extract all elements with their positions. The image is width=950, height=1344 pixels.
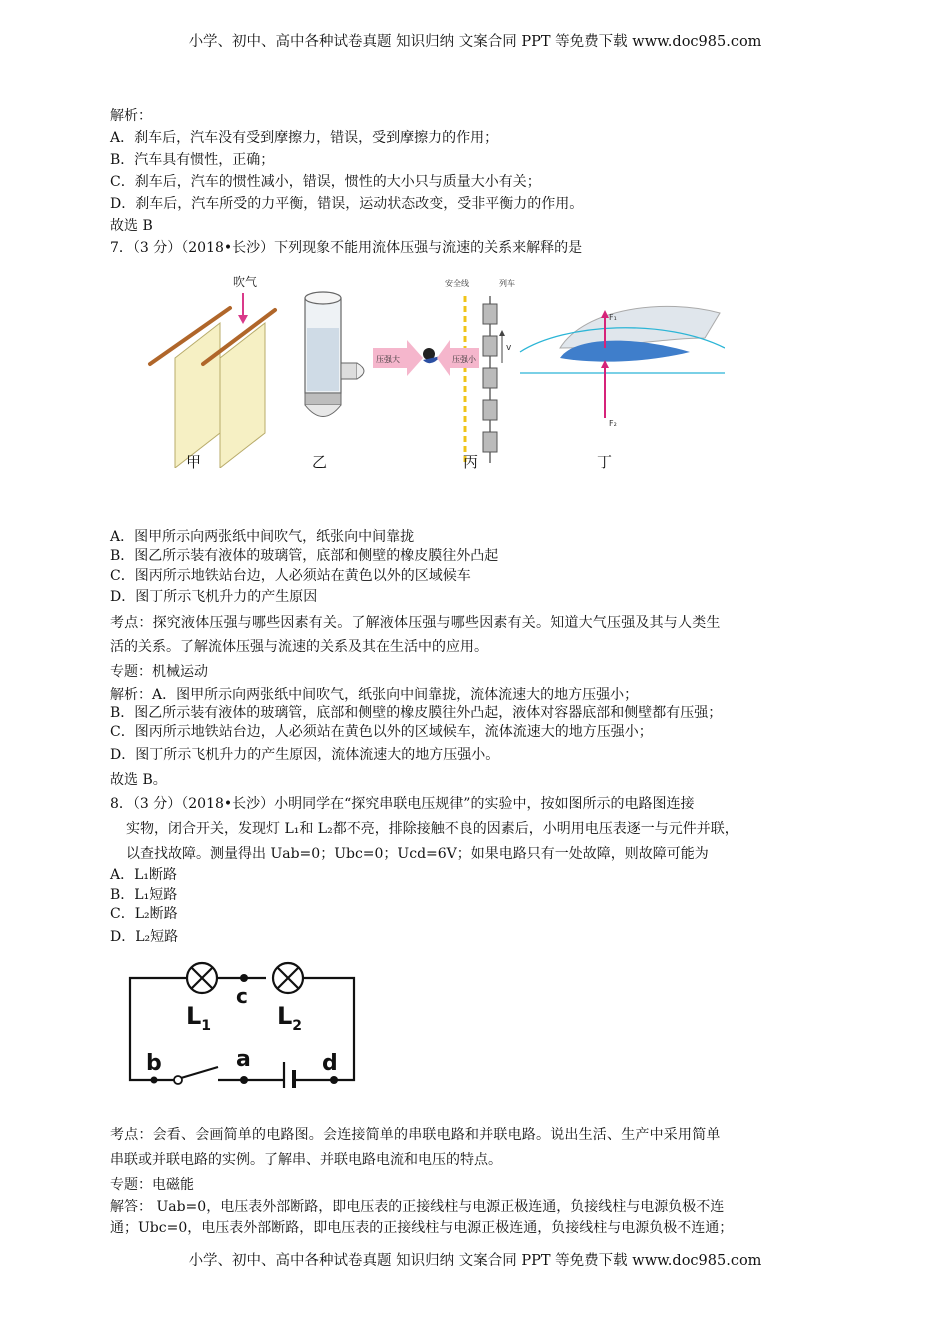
page-header: 小学、初中、高中各种试卷真题 知识归纳 文案合同 PPT 等免费下载 www.doc985.com (188, 34, 762, 50)
figure-ding-airfoil (520, 306, 725, 428)
q8-zhuanti: 专题：电磁能 (110, 1177, 194, 1193)
lamp-l2 (273, 963, 303, 993)
q6-analysis-a: A．刹车后，汽车没有受到摩擦力，错误，受到摩擦力的作用； (110, 130, 499, 146)
safety-line-label: 安全线 (445, 279, 469, 288)
q7-stem: 7．（3 分）（2018•长沙）下列现象不能用流体压强与流速的关系来解释的是 (110, 240, 583, 256)
q7-jiexi-b: B．图乙所示装有液体的玻璃管，底部和侧壁的橡皮膜往外凸起，液体对容器底部和侧壁都有压强； (110, 705, 723, 721)
train-label: 列车 (499, 279, 515, 288)
q8-stem-2: 实物，闭合开关，发现灯 L₁和 L₂都不亮，排除接触不良的因素后，小明用电压表逐一与元件并联， (126, 821, 739, 837)
blow-label: 吹气 (233, 275, 258, 289)
low-pressure-label: 压强小 (452, 355, 476, 364)
q7-zhuanti: 专题：机械运动 (110, 664, 208, 680)
page-footer: 小学、初中、高中各种试卷真题 知识归纳 文案合同 PPT 等免费下载 www.doc985.com (188, 1253, 762, 1269)
velocity-label: v (506, 343, 512, 353)
figure-yi-tube (305, 292, 364, 417)
force-f2-label: F₂ (609, 419, 617, 428)
figure-label-yi: 乙 (312, 453, 328, 471)
node-c-dot (240, 974, 248, 982)
q8-kaodian-1: 考点：会看、会画简单的电路图。会连接简单的串联电路和并联电路。说出生活、生产中采用简单 (110, 1127, 721, 1143)
lamp-l2-label: $L_2$ (277, 1002, 303, 1034)
node-c-label: c (236, 984, 248, 1008)
q7-option-b: B．图乙所示装有液体的玻璃管，底部和侧壁的橡皮膜往外凸起 (110, 548, 499, 564)
q8-stem-3: 以查找故障。测量得出 Uab=0；Ubc=0；Ucd=6V；如果电路只有一处故障，则故障可能为 (126, 846, 709, 862)
q8-jieda-1: 解答： Uab=0，电压表外部断路，即电压表的正接线柱与电源正极连通，负接线柱与电源负极不连 (110, 1199, 725, 1215)
node-d-dot (330, 1076, 338, 1084)
q7-option-d: D．图丁所示飞机升力的产生原因 (110, 589, 318, 605)
q7-jiexi-a: 解析：A．图甲所示向两张纸中间吹气，纸张向中间靠拢，流体流速大的地方压强小； (110, 687, 639, 703)
figure-label-ding: 丁 (597, 453, 613, 471)
q8-kaodian-2: 串联或并联电路的实例。了解串、并联电路电流和电压的特点。 (110, 1152, 502, 1168)
figure-label-bing: 丙 (463, 453, 479, 471)
node-a-label: a (236, 1047, 251, 1072)
q8-jieda-2: 通；Ubc=0，电压表外部断路，即电压表的正接线柱与电源正极连通，负接线柱与电源负极不连通； (110, 1220, 734, 1236)
q8-option-c: C．L₂断路 (110, 906, 178, 922)
figure-bing-platform (373, 278, 515, 463)
lamp-l1 (187, 963, 217, 993)
figure-jia-paper (150, 274, 275, 468)
q6-analysis-d: D．刹车后，汽车所受的力平衡，错误，运动状态改变，受非平衡力的作用。 (110, 196, 584, 212)
q8-circuit-diagram (122, 958, 362, 1088)
q7-answer: 故选 B。 (110, 772, 167, 788)
node-b-label: b (146, 1051, 162, 1076)
figure-label-jia: 甲 (186, 453, 202, 471)
q7-kaodian-2: 活的关系。了解流体压强与流速的关系及其在生活中的应用。 (110, 639, 488, 655)
q6-analysis-title: 解析： (110, 108, 152, 124)
q7-kaodian-1: 考点：探究液体压强与哪些因素有关。了解液体压强与哪些因素有关。知道大气压强及其与人类生 (110, 615, 721, 631)
q7-option-a: A．图甲所示向两张纸中间吹气，纸张向中间靠拢 (110, 529, 415, 545)
q7-jiexi-d: D．图丁所示飞机升力的产生原因，流体流速大的地方压强小。 (110, 747, 500, 763)
lamp-l1-label: $L_1$ (186, 1002, 212, 1034)
q8-option-a: A．L₁断路 (110, 867, 178, 883)
q6-analysis-b: B．汽车具有惯性，正确； (110, 152, 275, 168)
q8-option-d: D．L₂短路 (110, 929, 179, 945)
node-d-label: d (322, 1051, 338, 1076)
q8-option-b: B．L₁短路 (110, 887, 178, 903)
q8-stem-1: 8．（3 分）（2018•长沙）小明同学在“探究串联电压规律”的实验中，按如图所示的电路图连接 (110, 796, 695, 812)
battery (284, 1062, 294, 1088)
force-f1-label: F₁ (609, 313, 617, 322)
q6-analysis-c: C．刹车后，汽车的惯性减小，错误，惯性的大小只与质量大小有关； (110, 174, 541, 190)
q7-jiexi-c: C．图丙所示地铁站台边，人必须站在黄色以外的区域候车，流体流速大的地方压强小； (110, 724, 653, 740)
q7-option-c: C．图丙所示地铁站台边，人必须站在黄色以外的区域候车 (110, 568, 471, 584)
q7-figure (145, 268, 725, 468)
high-pressure-label: 压强大 (376, 355, 400, 364)
q6-answer: 故选 B (110, 218, 153, 234)
